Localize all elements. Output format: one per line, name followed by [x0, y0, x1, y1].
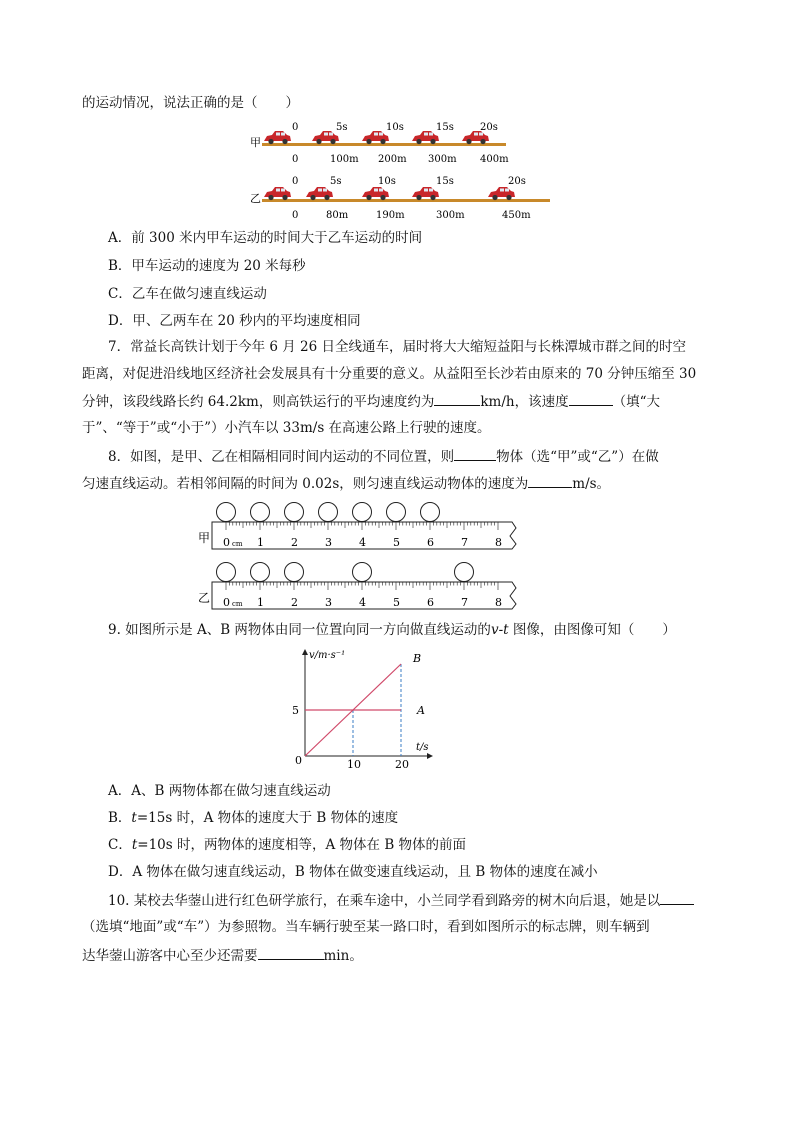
times-yi [292, 176, 526, 187]
distance-label: 0 [292, 154, 299, 165]
row-label-jia: 甲 [250, 136, 261, 149]
distance-label: 450m [502, 210, 531, 221]
ruler-number: 7 [461, 536, 468, 549]
ruler-number: 5 [393, 536, 400, 549]
answer-blank [569, 391, 613, 406]
ruler-number: 8 [495, 596, 502, 609]
ball [421, 503, 440, 522]
q9-option-c: C．t=10s 时，两物体的速度相等，A 物体在 B 物体的前面 [108, 837, 467, 853]
q6-stem: 的运动情况，说法正确的是（ ） [82, 95, 299, 111]
q6-option-d: D．甲、乙两车在 20 秒内的平均速度相同 [108, 313, 361, 329]
q10-line3: 达华蓥山游客中心至少还需要 min。 [82, 945, 363, 966]
ruler-number: 6 [427, 596, 434, 609]
ruler-unit: cm [232, 540, 243, 548]
ruler-number: 7 [461, 596, 468, 609]
ruler-label-jia: 甲 [198, 531, 211, 545]
ruler-number: 4 [359, 536, 366, 549]
row-label-yi: 乙 [250, 192, 261, 205]
ruler-unit: cm [232, 600, 243, 608]
time-label: 10s [386, 122, 404, 133]
road-yi [262, 199, 550, 202]
answer-blank [434, 391, 480, 406]
balls-yi [217, 563, 474, 582]
ruler-zero: 0 [223, 596, 230, 609]
q8-line2: 匀速直线运动。若相邻间隔的时间为 0.02s，则匀速直线运动物体的速度为 m/s。 [82, 473, 610, 494]
ruler-number: 2 [291, 596, 298, 609]
car-motion-figure [250, 118, 560, 222]
ball [285, 503, 304, 522]
series-b-label: B [413, 652, 422, 665]
distance-label: 200m [378, 154, 407, 165]
ball [319, 503, 338, 522]
distance-label: 300m [428, 154, 457, 165]
ruler-ball-figure [194, 500, 524, 612]
q10-line1: 10. 某校去华蓥山进行红色研学旅行，在乘车途中，小兰同学看到路旁的树木向后退，她是以 [108, 890, 694, 911]
ruler-label-yi: 乙 [198, 591, 211, 605]
q6-option-a: A．前 300 米内甲车运动的时间大于乙车运动的时间 [108, 230, 423, 246]
y-axis-label: v/m·s⁻¹ [309, 650, 346, 661]
ruler-number: 6 [427, 536, 434, 549]
ruler-numbers-yi [223, 596, 502, 609]
ball [217, 563, 236, 582]
ball [353, 563, 372, 582]
ball [387, 503, 406, 522]
vt-chart [290, 646, 440, 772]
distances-yi [292, 210, 531, 221]
distance-label: 0 [292, 210, 299, 221]
time-label: 5s [336, 122, 348, 133]
q9-stem: 9. 如图所示是 A、B 两物体由同一位置向同一方向做直线运动的v-t 图像，由图像可知（ ） [108, 622, 676, 638]
answer-blank [454, 446, 496, 461]
distance-label: 300m [436, 210, 465, 221]
q9-option-b: B．t=15s 时，A 物体的速度大于 B 物体的速度 [108, 810, 399, 826]
ruler-number: 3 [325, 536, 332, 549]
distance-label: 400m [480, 154, 509, 165]
ruler-number: 5 [393, 596, 400, 609]
ruler-number: 8 [495, 536, 502, 549]
time-label: 10s [378, 176, 396, 187]
balls-jia [217, 503, 440, 522]
x-tick-label: 20 [395, 758, 409, 771]
ruler-zero: 0 [223, 536, 230, 549]
answer-blank [660, 890, 694, 905]
ruler-ticks-jia [226, 522, 498, 530]
answer-blank [528, 473, 572, 488]
x-tick-label: 10 [347, 758, 361, 771]
distance-label: 190m [376, 210, 405, 221]
q9-option-d: D．A 物体在做匀速直线运动，B 物体在做变速直线运动，且 B 物体的速度在减小 [108, 864, 598, 880]
distances-jia [292, 154, 509, 165]
time-label: 5s [330, 176, 342, 187]
distance-label: 80m [326, 210, 349, 221]
x-axis-label: t/s [416, 742, 429, 753]
ruler-number: 4 [359, 596, 366, 609]
ball [217, 503, 236, 522]
q7-line3: 分钟，该段线路长约 64.2km，则高铁运行的平均速度约为 km/h，该速度 （填“大 [82, 391, 660, 412]
series-a-label: A [417, 704, 425, 717]
ruler-ticks-yi [226, 582, 498, 590]
y-tick-label: 5 [292, 704, 299, 717]
ball [285, 563, 304, 582]
ball [251, 563, 270, 582]
ruler-numbers-jia [223, 536, 502, 549]
ball [455, 563, 474, 582]
ball [251, 503, 270, 522]
time-label: 20s [480, 122, 498, 133]
ruler-number: 3 [325, 596, 332, 609]
q10-line2: （选填“地面”或“车”）为参照物。当车辆行驶至某一路口时，看到如图所示的标志牌，则车辆到 [82, 919, 650, 935]
ruler-number: 2 [291, 536, 298, 549]
ruler-number: 1 [257, 596, 264, 609]
time-label: 20s [508, 176, 526, 187]
q6-option-b: B．甲车运动的速度为 20 米每秒 [108, 258, 306, 274]
ball [353, 503, 372, 522]
q8-line1: 8．如图，是甲、乙在相隔相同时间内运动的不同位置，则 物体（选“甲”或“乙”）在做 [108, 446, 659, 467]
ruler-number: 1 [257, 536, 264, 549]
time-label: 15s [436, 122, 454, 133]
cars-yi [264, 187, 515, 200]
answer-blank [258, 945, 324, 960]
origin-label: 0 [295, 754, 302, 767]
q7-line1: 7．常益长高铁计划于今年 6 月 26 日全线通车，届时将大大缩短益阳与长株潭城市群之间的时空 [108, 339, 687, 355]
q7-line4: 于”、“等于”或“小于”）小汽车以 33m/s 在高速公路上行驶的速度。 [82, 420, 491, 436]
time-label: 15s [436, 176, 454, 187]
time-label: 0 [292, 122, 299, 133]
distance-label: 100m [330, 154, 359, 165]
q7-line2: 距离，对促进沿线地区经济社会发展具有十分重要的意义。从益阳至长沙若由原来的 70 分钟压缩至 30 [82, 366, 697, 382]
time-label: 0 [292, 176, 299, 187]
q9-option-a: A．A、B 两物体都在做匀速直线运动 [108, 783, 331, 799]
q6-option-c: C．乙车在做匀速直线运动 [108, 286, 267, 302]
